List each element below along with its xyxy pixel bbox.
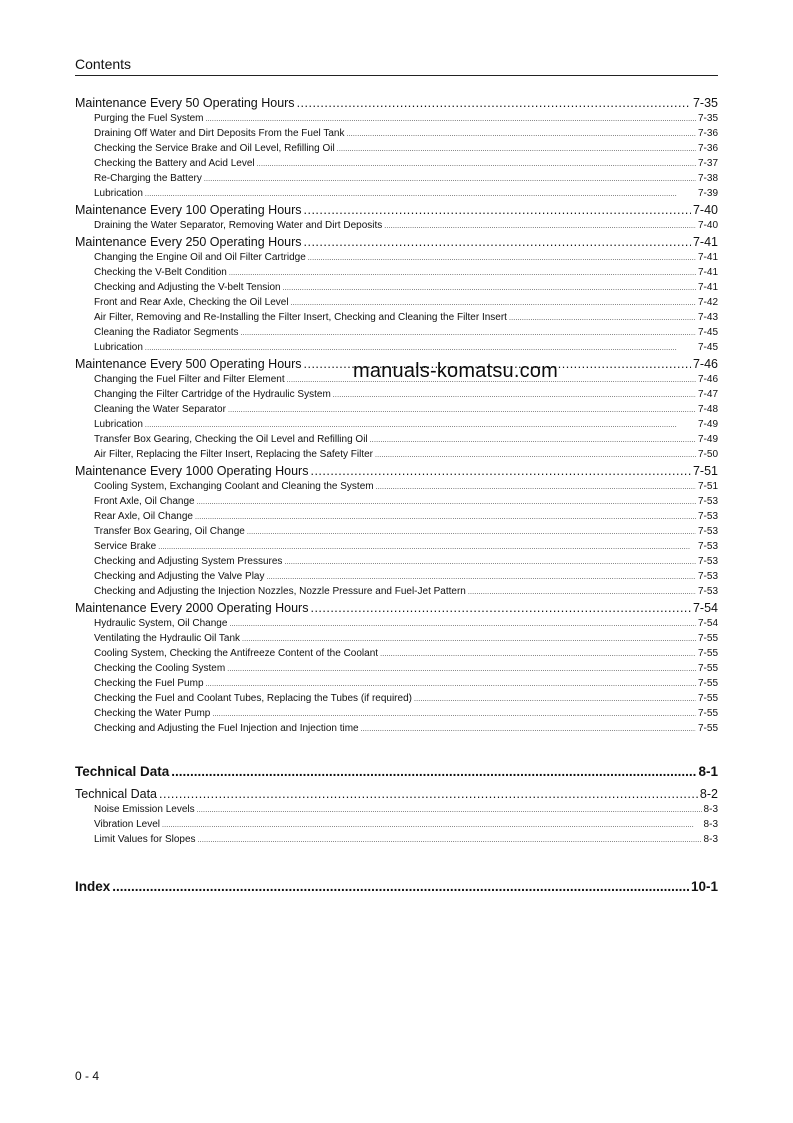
toc-entry-title: Lubrication [94,342,143,353]
dot-leader [171,764,696,779]
toc-page-number: 7-53 [697,556,718,567]
dot-leader [247,529,696,536]
toc-entry-title: Transfer Box Gearing, Checking the Oil Level and Refilling Oil [94,434,368,445]
toc-entry[interactable] [75,586,718,601]
toc-page-number: 8-3 [703,819,718,830]
toc-entry-title: Service Brake [94,541,157,552]
toc-page-number: 7-51 [692,464,718,478]
dot-leader [198,837,702,844]
watermark: manuals-komatsu.com [353,360,558,382]
page-number: 0 - 4 [75,1069,100,1083]
dot-leader [241,330,696,337]
dot-leader [310,601,691,615]
toc-page-number: 7-55 [697,648,718,659]
toc-page-number: 7-43 [697,312,718,323]
dot-leader [229,270,696,277]
toc-section-heading[interactable] [75,235,718,252]
toc-page-number: 7-53 [697,571,718,582]
toc-page-number: 7-39 [697,188,718,199]
toc-page-number: 8-3 [703,804,718,815]
toc-section-title: Maintenance Every 250 Operating Hours [75,235,302,249]
toc-entry[interactable] [75,297,718,312]
toc-page-number: 7-40 [697,220,718,231]
dot-leader [195,514,696,521]
toc-entry[interactable] [75,804,718,819]
toc-entry[interactable] [75,663,718,678]
toc-entry[interactable] [75,327,718,342]
toc-page-number: 7-36 [697,128,718,139]
toc-page-number: 7-54 [697,618,718,629]
dot-leader [375,452,696,459]
toc-page-number: 7-41 [697,282,718,293]
toc-entry[interactable] [75,312,718,327]
toc-page-number: 8-3 [703,834,718,845]
toc-entry-title: Cooling System, Exchanging Coolant and Cleaning the System [94,481,374,492]
toc-entry-title: Checking and Adjusting the Valve Play [94,571,265,582]
toc-entry[interactable] [75,252,718,267]
dot-leader [197,499,696,506]
dot-leader [380,651,696,658]
toc-entry[interactable] [75,511,718,526]
toc-page-number: 7-53 [697,496,718,507]
toc-entry[interactable] [75,541,718,556]
toc-entry-title: Checking the Service Brake and Oil Level, Refilling Oil [94,143,335,154]
dot-leader [158,544,696,551]
dot-leader [284,559,696,566]
toc-page-number: 7-49 [697,419,718,430]
toc-entry-title: Limit Values for Slopes [94,834,196,845]
toc-entry-title: Cleaning the Radiator Segments [94,327,239,338]
dot-leader [145,345,696,352]
spacer [75,738,718,764]
dot-leader [337,146,696,153]
toc-page-number: 7-53 [697,541,718,552]
toc-section-heading[interactable] [75,464,718,481]
toc-entry-title: Checking the Fuel and Coolant Tubes, Replacing the Tubes (if required) [94,693,412,704]
toc-entry-title: Ventilating the Hydraulic Oil Tank [94,633,241,644]
toc-entry[interactable] [75,389,718,404]
toc-page-number: 7-46 [692,357,718,371]
toc-entry[interactable] [75,342,718,357]
toc-page-number: 7-54 [692,601,718,615]
toc-page-number: 7-37 [697,158,718,169]
toc-entry[interactable] [75,633,718,648]
toc-entry-title: Checking the Cooling System [94,663,226,674]
dot-leader [228,407,696,414]
toc-page-number: 7-48 [697,404,718,415]
toc-entry[interactable] [75,496,718,511]
toc-entry-title: Changing the Filter Cartridge of the Hydraulic System [94,389,331,400]
toc-page-number: 7-50 [697,449,718,460]
toc-entry[interactable] [75,648,718,663]
dot-leader [304,203,691,217]
toc-entry[interactable] [75,220,718,235]
toc-chapter-title: Technical Data [75,764,170,779]
toc-page-number: 7-55 [697,708,718,719]
toc-entry-title: Hydraulic System, Oil Change [94,618,228,629]
toc-entry[interactable] [75,158,718,173]
toc-page-number: 7-45 [697,327,718,338]
dot-leader [159,787,698,801]
toc-entry[interactable] [75,571,718,586]
toc-entry[interactable] [75,113,718,128]
toc-page-number: 7-41 [697,267,718,278]
dot-leader [242,636,696,643]
toc-page-number: 7-47 [697,389,718,400]
dot-leader [310,464,691,478]
toc-page-number: 7-53 [697,526,718,537]
dot-leader [308,255,696,262]
toc-page-number: 7-49 [697,434,718,445]
toc-entry-title: Cleaning the Water Separator [94,404,226,415]
toc-entry-title: Purging the Fuel System [94,113,204,124]
toc-entry-title: Lubrication [94,188,143,199]
toc-page-number: 7-55 [697,633,718,644]
toc-section-title: Maintenance Every 2000 Operating Hours [75,601,309,615]
toc-entry[interactable] [75,618,718,633]
dot-leader [283,285,696,292]
table-of-contents [75,96,718,897]
dot-leader [509,315,696,322]
toc-entry-title: Vibration Level [94,819,160,830]
toc-entry-title: Lubrication [94,419,143,430]
dot-leader [468,589,696,596]
toc-entry-title: Re-Charging the Battery [94,173,202,184]
toc-entry[interactable] [75,678,718,693]
dot-leader [304,235,691,249]
toc-entry-title: Transfer Box Gearing, Oil Change [94,526,245,537]
toc-entry[interactable] [75,819,718,834]
toc-page-number: 7-40 [692,203,718,217]
toc-entry-title: Checking and Adjusting the Injection Nozzles, Nozzle Pressure and Fuel-Jet Pattern [94,586,466,597]
toc-entry-title: Changing the Engine Oil and Oil Filter Cartridge [94,252,306,263]
dot-leader [370,437,696,444]
header-title: Contents [75,56,132,72]
toc-entry-title: Front and Rear Axle, Checking the Oil Level [94,297,289,308]
toc-page-number: 7-42 [697,297,718,308]
page-header [75,55,718,76]
toc-page-number: 8-1 [698,764,718,779]
toc-entry-title: Air Filter, Replacing the Filter Insert, Replacing the Safety Filter [94,449,374,460]
dot-leader [145,422,696,429]
toc-section-heading[interactable] [75,601,718,618]
dot-leader [145,191,696,198]
dot-leader [257,161,696,168]
toc-page-number: 7-38 [697,173,718,184]
toc-page-number: 7-35 [692,96,718,110]
toc-page-number: 7-35 [697,113,718,124]
dot-leader [346,131,696,138]
toc-page-number: 7-55 [697,693,718,704]
toc-page-number: 7-41 [692,235,718,249]
toc-page-number: 8-2 [699,787,718,801]
toc-entry[interactable] [75,173,718,188]
toc-section-heading[interactable] [75,203,718,220]
toc-entry[interactable] [75,449,718,464]
dot-leader [376,484,696,491]
toc-entry[interactable] [75,419,718,434]
toc-entry[interactable] [75,143,718,158]
toc-chapter-heading[interactable] [75,879,718,897]
dot-leader [227,666,696,673]
toc-section-title: Maintenance Every 100 Operating Hours [75,203,302,217]
dot-leader [384,223,696,230]
toc-entry-title: Checking and Adjusting System Pressures [94,556,283,567]
toc-entry-title: Noise Emission Levels [94,804,195,815]
toc-section-title: Maintenance Every 1000 Operating Hours [75,464,309,478]
toc-page-number: 7-45 [697,342,718,353]
toc-entry[interactable] [75,267,718,282]
toc-page-number: 7-55 [697,663,718,674]
toc-entry[interactable] [75,556,718,571]
toc-entry[interactable] [75,188,718,203]
toc-section-heading[interactable] [75,787,718,804]
dot-leader [206,116,696,123]
toc-entry[interactable] [75,404,718,419]
toc-entry-title: Draining the Water Separator, Removing Water and Dirt Deposits [94,220,383,231]
toc-chapter-title: Index [75,879,111,894]
toc-entry-title: Checking the Water Pump [94,708,211,719]
toc-section-heading[interactable] [75,96,718,113]
dot-leader [212,711,696,718]
toc-page-number: 7-53 [697,511,718,522]
spacer [75,849,718,879]
dot-leader [112,879,689,894]
toc-entry[interactable] [75,693,718,708]
toc-entry-title: Checking and Adjusting the V-belt Tension [94,282,281,293]
toc-entry[interactable] [75,834,718,849]
dot-leader [197,807,702,814]
dot-leader [414,696,696,703]
toc-entry[interactable] [75,481,718,496]
toc-entry-title: Cooling System, Checking the Antifreeze Content of the Coolant [94,648,379,659]
toc-page-number: 7-51 [697,481,718,492]
toc-section-title: Maintenance Every 50 Operating Hours [75,96,295,110]
toc-entry[interactable] [75,708,718,723]
toc-entry-title: Changing the Fuel Filter and Filter Element [94,374,285,385]
toc-entry-title: Front Axle, Oil Change [94,496,195,507]
toc-chapter-heading[interactable] [75,764,718,782]
dot-leader [291,300,696,307]
toc-entry[interactable] [75,282,718,297]
toc-page-number: 7-55 [697,678,718,689]
toc-entry[interactable] [75,526,718,541]
toc-entry-title: Air Filter, Removing and Re-Installing the Filter Insert, Checking and Cleaning the Filter Insert [94,312,507,323]
toc-section-title: Maintenance Every 500 Operating Hours [75,357,302,371]
toc-entry-title: Checking the Fuel Pump [94,678,204,689]
dot-leader [297,96,691,110]
toc-entry[interactable] [75,723,718,738]
toc-page-number: 7-55 [697,723,718,734]
toc-page-number: 7-46 [697,374,718,385]
dot-leader [204,176,696,183]
toc-entry[interactable] [75,128,718,143]
toc-entry[interactable] [75,434,718,449]
toc-entry-title: Checking and Adjusting the Fuel Injection and Injection time [94,723,359,734]
toc-section-title: Technical Data [75,787,157,801]
dot-leader [266,574,696,581]
dot-leader [206,681,696,688]
toc-page-number: 7-41 [697,252,718,263]
dot-leader [333,392,696,399]
toc-page-number: 10-1 [690,879,718,894]
toc-entry-title: Checking the Battery and Acid Level [94,158,255,169]
toc-entry-title: Rear Axle, Oil Change [94,511,193,522]
dot-leader [229,621,696,628]
dot-leader [361,726,696,733]
dot-leader [162,822,702,829]
toc-page-number: 7-36 [697,143,718,154]
toc-entry-title: Draining Off Water and Dirt Deposits From the Fuel Tank [94,128,345,139]
toc-page-number: 7-53 [697,586,718,597]
toc-entry-title: Checking the V-Belt Condition [94,267,227,278]
